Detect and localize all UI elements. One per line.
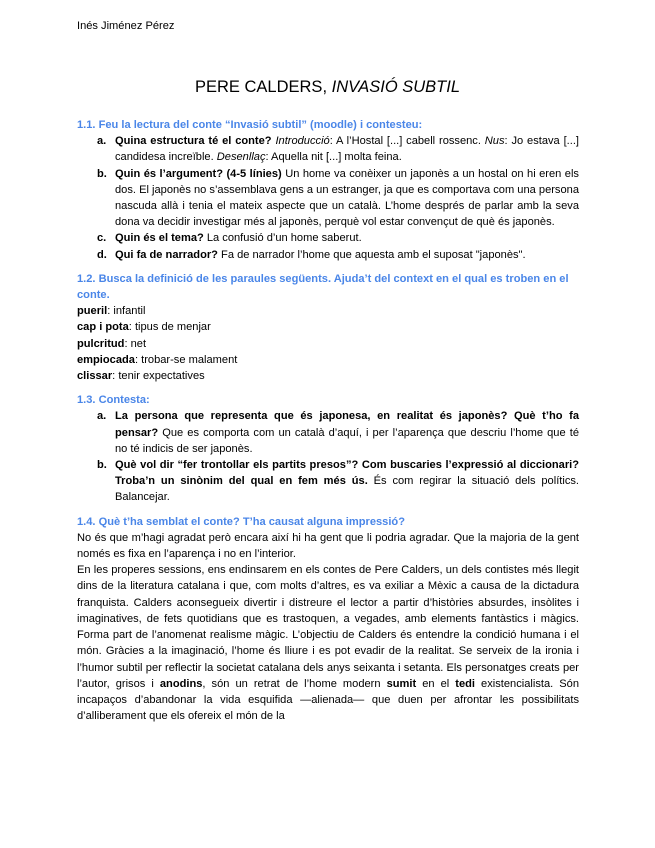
section-1-4-heading: 1.4. Què t’ha semblat el conte? T’ha causat alguna impressió?	[77, 515, 405, 528]
text-run: En les properes sessions, ens endinsarem en els contes de Pere Calders, un dels contistes més llegit dins de la literatura catalana i que, com molts d’altres, es va exiliar a Mèxic a causa de la dictadura franquista. Calders aconsegueix divertir i distreure el lector a partir d’històries absurdes, insòlites i imaginatives, de fets quotidians que es trastoquen, a vegades, amb elements fantàstics i màgics. Forma part de l’anomenat realisme màgic. L’objectiu de Calders és entendre la condició humana i el món. Gràcies a la imaginació, l’home és lliure i es pot evadir de la realitat. Se serveix de la ironia i l’humor subtil per reflectir la societat catalana dels anys seixanta i setanta. Els personatges creats per l’autor, grisos i	[77, 564, 579, 690]
question: Quin és l’argument? (4-5 línies)	[115, 167, 282, 180]
list-marker: c.	[97, 232, 107, 245]
section-1-1-heading: 1.1. Feu la lectura del conte “Invasió subtil” (moodle) i contesteu:	[77, 119, 423, 131]
section-1-2-heading: 1.2. Busca la definició de les paraules següents. Ajuda’t del context en el qual es troben en el conte.	[77, 272, 569, 302]
glossary-term: pueril	[77, 305, 108, 318]
page-title	[0, 77, 655, 97]
list-marker: b.	[97, 459, 107, 472]
part-text: : Aquella nit [...] molta feina.	[265, 151, 402, 164]
title-main: PERE CALDERS,	[194, 78, 328, 96]
bold-word: sumit	[386, 677, 417, 690]
part-label: Introducció	[275, 135, 330, 148]
s1-item-a	[77, 133, 579, 165]
part-label: Desenllaç	[216, 151, 266, 164]
question: Què vol dir “fer trontollar els partits presos”? Com buscaries l’expressió al diccionari? Troba’n un sinònim del qual en fem més ús.	[115, 459, 579, 488]
glossary-term: empiocada	[77, 353, 135, 366]
glossary-def: : tipus de menjar	[128, 321, 211, 334]
text-run: existencialista. Són incapaços d’abandonar la vida esquifida —alienada— que duen per afrontar les possibilitats d’alliberament que els ofereix el món de la	[77, 677, 579, 723]
answer: Que es comporta com un català d’aquí, i per l’aparença que descriu l’home que té no té indicis de ser japonès.	[115, 426, 579, 455]
glossary-item	[77, 352, 579, 368]
s3-item-b	[77, 457, 579, 506]
paragraph-calders	[77, 562, 579, 724]
part-label: Nus	[484, 135, 505, 148]
text-run: en el	[416, 677, 456, 690]
glossary-def: : trobar-se malament	[134, 353, 238, 366]
section-1-3-heading: 1.3. Contesta:	[77, 394, 150, 407]
glossary-def: : net	[124, 337, 147, 350]
answer: La confusió d’un home saberut.	[206, 232, 362, 245]
bold-word: anodins	[159, 677, 203, 690]
glossary-item	[77, 303, 579, 319]
glossary-term: pulcritud	[77, 337, 125, 350]
answer: Fa de narrador l’home que aquesta amb el suposat "japonès".	[221, 248, 526, 261]
question: La persona que representa que és japonesa, en realitat és japonès? Què t’ho fa pensar?	[115, 410, 579, 439]
list-marker: a.	[97, 135, 107, 148]
document-body	[77, 117, 579, 724]
glossary-item	[77, 368, 579, 384]
s1-item-c	[77, 230, 579, 246]
s3-item-a	[77, 408, 579, 457]
question: Quin és el tema?	[115, 232, 204, 245]
question: Quina estructura té el conte?	[115, 135, 272, 148]
glossary-term: clissar	[77, 370, 113, 383]
glossary-item	[77, 336, 579, 352]
question: Qui fa de narrador?	[115, 248, 218, 261]
s1-item-b	[77, 166, 579, 231]
part-text: : Jo estava [...] candidesa increïble.	[115, 135, 579, 164]
glossary-item	[77, 319, 579, 335]
text-run: , són un retrat de l’home modern	[202, 677, 387, 690]
glossary-def: : infantil	[107, 305, 146, 318]
list-marker: b.	[97, 167, 107, 180]
glossary-term: cap i pota	[77, 321, 129, 334]
bold-word: tedi	[455, 677, 476, 690]
part-text: : A l’Hostal [...] cabell rossenc.	[329, 135, 481, 148]
answer: Un home va conèixer un japonès a un hostal on hi eren els dos. El japonès no s’assemblava gens a un estranger, ja que es comportava com una persona nascuda allà i tenia el mateix aspecte que un català. L’home després de parlar amb la seva dona va decidir investigar més al japonès, perquè vol estar convençut de què és japonès.	[115, 167, 579, 229]
paragraph-opinion: No és que m’hagi agradat però encara així hi ha gent que li podria agradar. Que la majoria de la gent només es fixa en l’aparença i no en l’interior.	[77, 531, 579, 561]
answer: És com regirar la situació dels polítics. Balancejar.	[115, 475, 579, 504]
list-marker: a.	[97, 410, 107, 423]
s1-item-d	[77, 247, 579, 263]
glossary-def: : tenir expectatives	[112, 370, 205, 383]
author-name: Inés Jiménez Pérez	[77, 20, 175, 32]
title-italic: INVASIÓ SUBTIL	[331, 78, 460, 96]
list-marker: d.	[97, 248, 107, 261]
